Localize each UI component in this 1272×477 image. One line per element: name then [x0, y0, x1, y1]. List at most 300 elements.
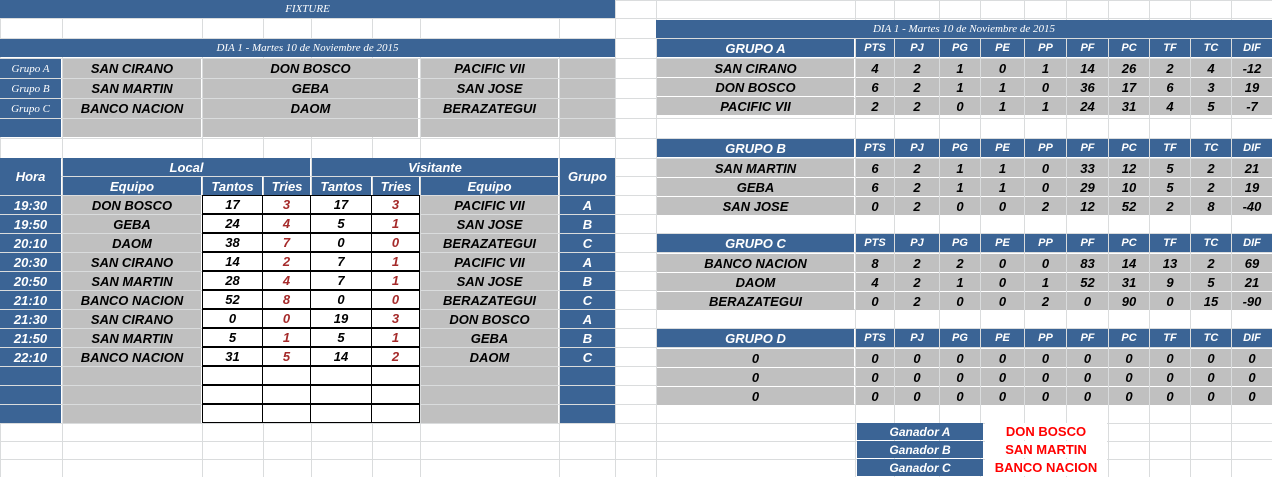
standings-col-header: TF [1150, 234, 1190, 252]
standings-team: 0 [657, 368, 854, 386]
match-time: 21:10 [0, 291, 61, 309]
group-label: Grupo C [0, 99, 61, 118]
match-visit-tries-empty [371, 366, 420, 385]
standings-value: 0 [981, 273, 1024, 291]
standings-value: 2 [895, 254, 939, 272]
standings-col-header: TC [1191, 234, 1231, 252]
group-team-empty [560, 119, 615, 137]
standings-value: 17 [1109, 78, 1149, 96]
standings-group-title: GRUPO B [657, 139, 854, 157]
standings-value: 1 [940, 273, 980, 291]
winner-team: DON BOSCO [985, 423, 1107, 440]
standings-col-header: PJ [895, 139, 939, 157]
standings-value: 1 [981, 159, 1024, 177]
standings-value: 2 [895, 273, 939, 291]
standings-value: 0 [981, 59, 1024, 77]
match-group: A [560, 310, 615, 328]
match-local-tries: 4 [262, 214, 311, 233]
standings-col-header: TF [1150, 139, 1190, 157]
standings-col-header: PC [1109, 329, 1149, 347]
standings-value: 19 [1232, 178, 1272, 196]
match-local-team-empty [63, 386, 201, 404]
standings-col-header: PTS [856, 139, 894, 157]
match-local-tantos-empty [202, 404, 263, 423]
match-group-empty [560, 386, 615, 404]
standings-value: 4 [856, 273, 894, 291]
standings-value: 0 [1109, 368, 1149, 386]
standings-value: 0 [1109, 349, 1149, 367]
match-visit-team: PACIFIC VII [421, 196, 558, 214]
match-visit-tantos: 5 [310, 328, 372, 347]
match-local-tantos: 31 [202, 347, 263, 366]
standings-value: 0 [856, 197, 894, 215]
standings-value: 4 [856, 59, 894, 77]
standings-col-header: TF [1150, 39, 1190, 57]
standings-value: 6 [856, 78, 894, 96]
standings-col-header: DIF [1232, 139, 1272, 157]
match-local-tantos: 24 [202, 214, 263, 233]
standings-value: 1 [981, 78, 1024, 96]
standings-col-header: PTS [856, 39, 894, 57]
visitante-header: Visitante [312, 158, 558, 176]
match-visit-tries: 0 [371, 233, 420, 252]
standings-value: 2 [895, 78, 939, 96]
standings-value: 0 [856, 349, 894, 367]
match-local-team: BANCO NACION [63, 291, 201, 309]
winner-label: Ganador A [857, 423, 983, 440]
standings-col-header: PG [940, 234, 980, 252]
standings-value: 4 [1150, 97, 1190, 115]
standings-value: 12 [1109, 159, 1149, 177]
standings-value: 1 [1025, 59, 1066, 77]
match-local-team: SAN MARTIN [63, 329, 201, 347]
standings-value: 0 [1067, 292, 1108, 310]
standings-col-header: PJ [895, 39, 939, 57]
standings-col-header: PJ [895, 329, 939, 347]
standings-col-header: PG [940, 139, 980, 157]
standings-value: 1 [940, 59, 980, 77]
standings-col-header: TF [1150, 329, 1190, 347]
standings-value: 10 [1109, 178, 1149, 196]
match-local-team: GEBA [63, 215, 201, 233]
standings-value: 2 [1025, 292, 1066, 310]
match-visit-tries-empty [371, 385, 420, 404]
standings-col-header: PG [940, 329, 980, 347]
match-local-team: SAN CIRANO [63, 253, 201, 271]
tries-header: Tries [373, 177, 419, 195]
standings-team: SAN MARTIN [657, 159, 854, 177]
standings-value: 4 [1191, 59, 1231, 77]
standings-value: 2 [1150, 59, 1190, 77]
grupo-header: Grupo [560, 158, 615, 195]
standings-value: 0 [1232, 368, 1272, 386]
standings-col-header: PE [981, 234, 1024, 252]
hora-header: Hora [0, 158, 61, 195]
standings-value: 0 [940, 387, 980, 405]
match-group: C [560, 234, 615, 252]
standings-value: 0 [1232, 349, 1272, 367]
match-visit-tries: 1 [371, 328, 420, 347]
group-team: DAOM [203, 99, 418, 118]
standings-team: BANCO NACION [657, 254, 854, 272]
standings-value: 0 [1025, 368, 1066, 386]
standings-value: 2 [895, 178, 939, 196]
match-group: A [560, 253, 615, 271]
standings-value: 0 [981, 197, 1024, 215]
standings-value: 0 [1191, 368, 1231, 386]
standings-value: 0 [1025, 78, 1066, 96]
standings-value: 0 [1150, 368, 1190, 386]
standings-value: 52 [1109, 197, 1149, 215]
standings-value: 2 [1191, 159, 1231, 177]
standings-value: 15 [1191, 292, 1231, 310]
match-local-team: DON BOSCO [63, 196, 201, 214]
group-label: Grupo B [0, 79, 61, 98]
match-visit-tries-empty [371, 404, 420, 423]
match-visit-tantos: 7 [310, 252, 372, 271]
standings-value: 2 [1150, 197, 1190, 215]
standings-value: 31 [1109, 97, 1149, 115]
standings-value: 5 [1191, 273, 1231, 291]
match-group: C [560, 291, 615, 309]
standings-value: 2 [1191, 254, 1231, 272]
match-visit-tantos-empty [310, 385, 372, 404]
standings-value: 1 [981, 97, 1024, 115]
match-visit-tries: 3 [371, 309, 420, 328]
standings-team: SAN JOSE [657, 197, 854, 215]
match-group: B [560, 215, 615, 233]
group-team: SAN MARTIN [63, 79, 201, 98]
group-team-empty [560, 79, 615, 98]
standings-col-header: PC [1109, 39, 1149, 57]
standings-value: 1 [940, 159, 980, 177]
winner-label: Ganador C [857, 459, 983, 476]
match-local-tries-empty [262, 366, 311, 385]
standings-col-header: PG [940, 39, 980, 57]
match-time-empty [0, 386, 61, 404]
match-visit-tries: 1 [371, 271, 420, 290]
standings-value: 0 [940, 349, 980, 367]
standings-col-header: PP [1025, 234, 1066, 252]
standings-value: 0 [1150, 387, 1190, 405]
standings-col-header: PTS [856, 234, 894, 252]
match-visit-tantos: 0 [310, 290, 372, 309]
standings-value: 29 [1067, 178, 1108, 196]
match-group-empty [560, 405, 615, 423]
match-group: C [560, 348, 615, 366]
match-local-tries-empty [262, 404, 311, 423]
match-local-team-empty [63, 367, 201, 385]
standings-team: DON BOSCO [657, 78, 854, 96]
standings-value: 0 [1025, 178, 1066, 196]
standings-value: 0 [856, 387, 894, 405]
standings-value: 0 [856, 368, 894, 386]
match-time-empty [0, 367, 61, 385]
standings-value: 9 [1150, 273, 1190, 291]
standings-value: 0 [1067, 349, 1108, 367]
standings-value: 5 [1191, 97, 1231, 115]
group-team: GEBA [203, 79, 418, 98]
standings-value: 0 [940, 97, 980, 115]
standings-value: 5 [1150, 178, 1190, 196]
standings-col-header: PC [1109, 139, 1149, 157]
match-local-tantos-empty [202, 385, 263, 404]
standings-group-title: GRUPO C [657, 234, 854, 252]
standings-value: 0 [981, 254, 1024, 272]
standings-value: 0 [981, 368, 1024, 386]
standings-value: 2 [895, 159, 939, 177]
standings-value: 33 [1067, 159, 1108, 177]
standings-col-header: PC [1109, 234, 1149, 252]
match-visit-team: SAN JOSE [421, 215, 558, 233]
match-local-team: SAN CIRANO [63, 310, 201, 328]
standings-value: 1 [1025, 273, 1066, 291]
standings-value: -90 [1232, 292, 1272, 310]
standings-value: -7 [1232, 97, 1272, 115]
match-visit-tantos: 19 [310, 309, 372, 328]
standings-col-header: PF [1067, 139, 1108, 157]
match-local-tries: 4 [262, 271, 311, 290]
standings-day-title: DIA 1 - Martes 10 de Noviembre de 2015 [656, 20, 1272, 38]
standings-value: 0 [1025, 254, 1066, 272]
standings-value: 12 [1067, 197, 1108, 215]
standings-team: BERAZATEGUI [657, 292, 854, 310]
standings-value: 0 [895, 368, 939, 386]
group-team: PACIFIC VII [421, 59, 558, 78]
standings-value: 2 [1191, 178, 1231, 196]
standings-value: 6 [1150, 78, 1190, 96]
tries-header: Tries [264, 177, 310, 195]
match-time: 20:10 [0, 234, 61, 252]
standings-col-header: TC [1191, 329, 1231, 347]
standings-team: PACIFIC VII [657, 97, 854, 115]
standings-col-header: PE [981, 329, 1024, 347]
standings-group-title: GRUPO A [657, 39, 854, 57]
match-visit-tries: 2 [371, 347, 420, 366]
standings-value: 8 [856, 254, 894, 272]
standings-col-header: DIF [1232, 329, 1272, 347]
standings-col-header: PF [1067, 39, 1108, 57]
standings-value: 1 [981, 178, 1024, 196]
standings-value: 52 [1067, 273, 1108, 291]
match-visit-tantos: 7 [310, 271, 372, 290]
local-header: Local [63, 158, 310, 176]
match-local-tantos: 14 [202, 252, 263, 271]
match-group: A [560, 196, 615, 214]
match-local-tantos: 5 [202, 328, 263, 347]
standings-value: 0 [1067, 368, 1108, 386]
match-local-tantos: 38 [202, 233, 263, 252]
standings-value: 0 [981, 387, 1024, 405]
group-label: Grupo A [0, 59, 61, 78]
equipo-header: Equipo [421, 177, 558, 195]
group-team: SAN CIRANO [63, 59, 201, 78]
winner-team: SAN MARTIN [985, 441, 1107, 458]
group-team-empty [63, 119, 201, 137]
match-visit-tantos: 17 [310, 195, 372, 214]
standings-value: 0 [856, 292, 894, 310]
standings-value: 19 [1232, 78, 1272, 96]
standings-value: 1 [940, 78, 980, 96]
standings-value: 14 [1109, 254, 1149, 272]
standings-value: 0 [1067, 387, 1108, 405]
standings-value: 2 [895, 97, 939, 115]
match-group: B [560, 329, 615, 347]
standings-value: 0 [1150, 292, 1190, 310]
group-team-empty [560, 99, 615, 118]
match-visit-team: BERAZATEGUI [421, 291, 558, 309]
standings-col-header: PP [1025, 329, 1066, 347]
match-time-empty [0, 405, 61, 423]
group-label-empty [0, 119, 61, 137]
fixture-day-title: DIA 1 - Martes 10 de Noviembre de 2015 [0, 39, 615, 57]
standings-value: 2 [940, 254, 980, 272]
standings-value: 14 [1067, 59, 1108, 77]
standings-value: 0 [940, 197, 980, 215]
standings-value: 24 [1067, 97, 1108, 115]
match-local-tries: 2 [262, 252, 311, 271]
tantos-header: Tantos [203, 177, 262, 195]
match-local-tries: 8 [262, 290, 311, 309]
match-visit-team-empty [421, 386, 558, 404]
equipo-header: Equipo [63, 177, 201, 195]
standings-value: 0 [1232, 387, 1272, 405]
match-time: 19:30 [0, 196, 61, 214]
standings-value: 2 [895, 59, 939, 77]
match-local-team: DAOM [63, 234, 201, 252]
match-visit-tantos: 14 [310, 347, 372, 366]
standings-value: 0 [1150, 349, 1190, 367]
standings-value: 0 [981, 349, 1024, 367]
standings-value: 5 [1150, 159, 1190, 177]
match-visit-team: DAOM [421, 348, 558, 366]
match-visit-team-empty [421, 367, 558, 385]
match-group-empty [560, 367, 615, 385]
standings-value: 69 [1232, 254, 1272, 272]
standings-value: 21 [1232, 273, 1272, 291]
match-local-tantos: 28 [202, 271, 263, 290]
standings-col-header: PE [981, 139, 1024, 157]
standings-group-title: GRUPO D [657, 329, 854, 347]
standings-team: 0 [657, 387, 854, 405]
standings-col-header: DIF [1232, 39, 1272, 57]
winner-label: Ganador B [857, 441, 983, 458]
match-local-team-empty [63, 405, 201, 423]
standings-value: 0 [1109, 387, 1149, 405]
match-group: B [560, 272, 615, 290]
match-visit-team-empty [421, 405, 558, 423]
standings-value: 1 [940, 178, 980, 196]
match-time: 22:10 [0, 348, 61, 366]
standings-value: 2 [895, 197, 939, 215]
match-local-tries: 0 [262, 309, 311, 328]
standings-value: 2 [1025, 197, 1066, 215]
match-visit-tantos: 0 [310, 233, 372, 252]
match-visit-tries: 0 [371, 290, 420, 309]
standings-value: 0 [1025, 349, 1066, 367]
match-visit-team: DON BOSCO [421, 310, 558, 328]
standings-value: 21 [1232, 159, 1272, 177]
group-team-empty [560, 59, 615, 78]
standings-value: -12 [1232, 59, 1272, 77]
standings-col-header: TC [1191, 139, 1231, 157]
standings-value: 0 [981, 292, 1024, 310]
standings-col-header: PP [1025, 39, 1066, 57]
match-visit-team: GEBA [421, 329, 558, 347]
match-visit-team: SAN JOSE [421, 272, 558, 290]
winner-team: BANCO NACION [985, 459, 1107, 476]
match-visit-tries: 3 [371, 195, 420, 214]
standings-col-header: PE [981, 39, 1024, 57]
standings-value: 6 [856, 159, 894, 177]
match-visit-tantos: 5 [310, 214, 372, 233]
standings-col-header: PTS [856, 329, 894, 347]
standings-value: 6 [856, 178, 894, 196]
standings-value: 3 [1191, 78, 1231, 96]
match-local-tries: 3 [262, 195, 311, 214]
fixture-title: FIXTURE [0, 0, 615, 18]
standings-col-header: PJ [895, 234, 939, 252]
match-visit-team: BERAZATEGUI [421, 234, 558, 252]
standings-value: 2 [856, 97, 894, 115]
standings-value: 2 [895, 292, 939, 310]
match-time: 21:30 [0, 310, 61, 328]
group-team: SAN JOSE [421, 79, 558, 98]
match-time: 19:50 [0, 215, 61, 233]
match-visit-tries: 1 [371, 214, 420, 233]
group-team: BERAZATEGUI [421, 99, 558, 118]
standings-value: 0 [1191, 387, 1231, 405]
match-local-tantos-empty [202, 366, 263, 385]
standings-value: 31 [1109, 273, 1149, 291]
match-local-tantos: 52 [202, 290, 263, 309]
match-local-team: SAN MARTIN [63, 272, 201, 290]
standings-value: -40 [1232, 197, 1272, 215]
match-local-tantos: 17 [202, 195, 263, 214]
match-local-tries-empty [262, 385, 311, 404]
match-local-tries: 1 [262, 328, 311, 347]
standings-value: 0 [940, 292, 980, 310]
tantos-header: Tantos [312, 177, 371, 195]
standings-col-header: PF [1067, 329, 1108, 347]
standings-value: 90 [1109, 292, 1149, 310]
match-local-team: BANCO NACION [63, 348, 201, 366]
standings-value: 0 [1191, 349, 1231, 367]
standings-team: GEBA [657, 178, 854, 196]
group-team-empty [203, 119, 418, 137]
match-time: 20:30 [0, 253, 61, 271]
standings-value: 13 [1150, 254, 1190, 272]
match-visit-tries: 1 [371, 252, 420, 271]
match-time: 20:50 [0, 272, 61, 290]
standings-value: 0 [895, 387, 939, 405]
standings-value: 0 [940, 368, 980, 386]
match-local-tries: 5 [262, 347, 311, 366]
standings-value: 0 [895, 349, 939, 367]
standings-value: 26 [1109, 59, 1149, 77]
standings-value: 36 [1067, 78, 1108, 96]
standings-value: 83 [1067, 254, 1108, 272]
standings-value: 8 [1191, 197, 1231, 215]
standings-team: 0 [657, 349, 854, 367]
match-visit-team: PACIFIC VII [421, 253, 558, 271]
match-local-tantos: 0 [202, 309, 263, 328]
standings-col-header: DIF [1232, 234, 1272, 252]
group-team-empty [421, 119, 558, 137]
match-visit-tantos-empty [310, 366, 372, 385]
standings-team: SAN CIRANO [657, 59, 854, 77]
standings-value: 1 [1025, 97, 1066, 115]
